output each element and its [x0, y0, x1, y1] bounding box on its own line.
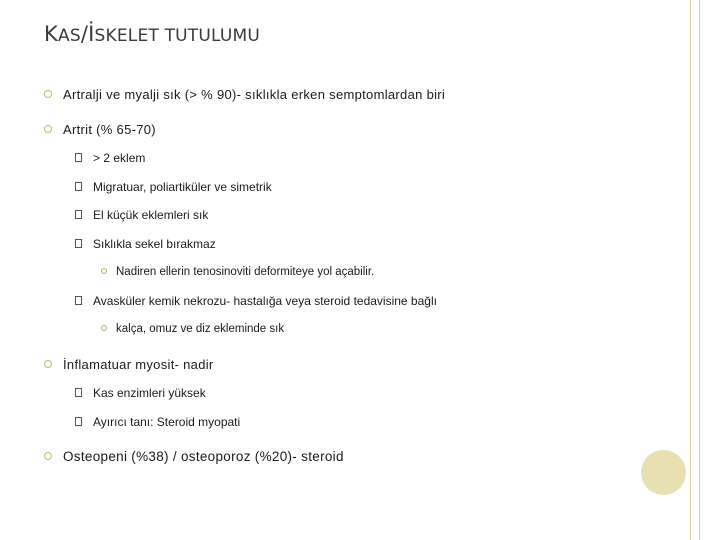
bullet-square-icon [75, 296, 82, 305]
bullet-text: Kas enzimleri yüksek [93, 386, 206, 400]
sub-bullet-item [75, 386, 206, 400]
bullet-text: Nadiren ellerin tenosinoviti deformiteye yol açabilir. [116, 266, 375, 278]
sub-bullet-item [75, 237, 216, 251]
bullet-text: İnflamatuar myosit- nadir [63, 357, 214, 372]
decorative-circle [641, 450, 686, 495]
sub-bullet-item [75, 415, 240, 429]
bullet-text: > 2 eklem [93, 151, 146, 165]
bullet-text: Ayırıcı tanı: Steroid myopati [93, 415, 241, 429]
bullet-square-icon [75, 417, 82, 426]
bullet-square-icon [75, 182, 82, 191]
sub-sub-bullet-item [101, 266, 374, 278]
bullet-text: Artrit (% 65-70) [63, 122, 156, 137]
sub-bullet-item [75, 151, 145, 165]
bullet-square-icon [75, 239, 82, 248]
sub-bullet-item [75, 208, 208, 222]
bullet-square-icon [75, 388, 82, 397]
bullet-circle-icon [44, 90, 52, 98]
title-part: İ [88, 22, 95, 46]
bullet-text: Artralji ve myalji sık (> % 90)- sıklıkla erken semptomlardan biri [63, 87, 446, 102]
bullet-item [44, 449, 344, 464]
bullet-circle-icon [44, 125, 52, 133]
bullet-text: Migratuar, poliartiküler ve simetrik [93, 180, 272, 194]
bullet-text: Osteopeni (%38) / osteoporoz (%20)- steroid [63, 449, 344, 464]
sub-bullet-item [75, 294, 437, 308]
bullet-small-circle-icon [101, 325, 107, 331]
bullet-text: El küçük eklemleri sık [93, 208, 209, 222]
bullet-circle-icon [44, 452, 52, 460]
bullet-text: Avasküler kemik nekrozu- hastalığa veya steroid tedavisine bağlı [93, 294, 437, 308]
sub-bullet-item [75, 180, 272, 194]
bullet-circle-icon [44, 360, 52, 368]
slide-title [44, 22, 260, 46]
bullet-item [44, 122, 156, 137]
bullet-text: Sıklıkla sekel bırakmaz [93, 237, 216, 251]
bullet-square-icon [75, 153, 82, 162]
bullet-item [44, 357, 214, 372]
bullet-small-circle-icon [101, 268, 107, 274]
sub-sub-bullet-item [101, 323, 284, 335]
title-part: / [80, 22, 89, 46]
bullet-text: kalça, omuz ve diz ekleminde sık [116, 323, 285, 335]
title-part: K [44, 22, 58, 46]
title-part: SKELET TUTULUMU [94, 26, 261, 46]
decorative-frame [690, 0, 700, 540]
bullet-square-icon [75, 210, 82, 219]
title-part: AS [57, 26, 81, 46]
bullet-item [44, 87, 445, 102]
